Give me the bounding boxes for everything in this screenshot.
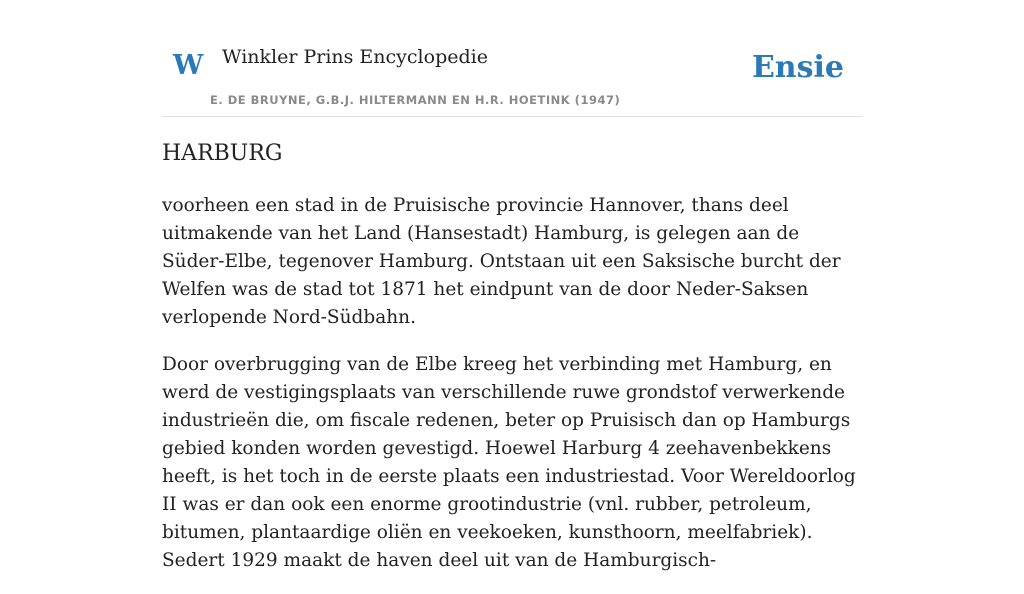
brand-logo[interactable]: Ensie [751, 50, 844, 85]
article-title: HARBURG [162, 141, 283, 166]
site-header [162, 0, 862, 117]
article-body [162, 192, 862, 594]
article-paragraph: Door overbrugging van de Elbe kreeg het verbinding met Hamburg, en werd de vestigingsplaats van verschillende ruwe grondstof verwerkende industrieën die, om fiscale redenen, beter op Pruisisch dan op Hamburgs gebied konden worden gevestigd. Hoewel Harburg 4 zeehavenbekkens heeft, is het toch in de eerste plaats een industriestad. Voor Wereldoorlog II was er dan ook een enorme grootindustrie (vnl. rubber, petroleum, bitumen, plantaardige oliën en veekoeken, kunsthoorn, meelfabriek). Sedert 1929 maakt de haven deel uit van de Hamburgisch- [162, 354, 856, 571]
article-paragraph: voorheen een stad in de Pruisische provincie Hannover, thans deel uitmakende van het Land (Hansestadt) Hamburg, is gelegen aan de Süder-Elbe, tegenover Hamburg. Ontstaan uit een Saksische burcht der Welfen was de stad tot 1871 het eindpunt van de door Neder-Saksen verlopende Nord-Südbahn. [162, 195, 841, 328]
site-title[interactable]: Winkler Prins Encyclopedie [222, 46, 488, 68]
site-logo-icon[interactable]: W [173, 50, 204, 81]
site-subtitle: E. DE BRUYNE, G.B.J. HILTERMANN EN H.R. HOETINK (1947) [210, 93, 621, 107]
